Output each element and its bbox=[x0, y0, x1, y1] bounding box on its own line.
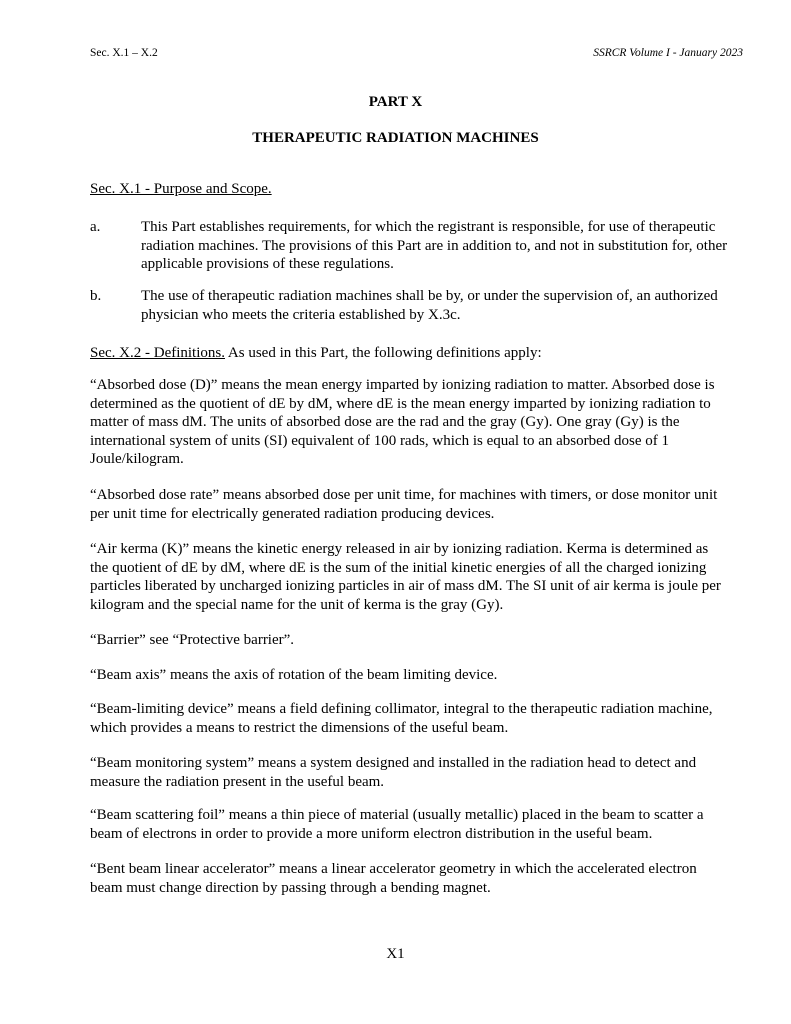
definition-absorbed-dose: “Absorbed dose (D)” means the mean energy imparted by ionizing radiation to matter. Absorbed dose is determined as the quotient of dE by dM, where dE is the mean energy imparted by ionizing radiation to matter of mass dM. The units of absorbed dose are the rad and the gray (Gy). One gray (Gy) is the international system of units (SI) equivalent of 100 rads, which is equal to an absorbed dose of 1 Joule/kilogram. bbox=[90, 377, 715, 467]
definition-air-kerma: “Air kerma (K)” means the kinetic energy released in air by ionizing radiation. Kerma is determined as the quotient of dE by dM, where dE is the sum of the initial kinetic energies of all the charged ionizing particles liberated by uncharged ionizing particles in air of mass dM. The SI unit of air kerma is joule per kilogram and the special name for the unit of kerma is the gray (Gy). bbox=[90, 541, 721, 613]
definition-beam-monitoring-system: “Beam monitoring system” means a system designed and installed in the radiation head to detect and measure the radiation present in the useful beam. bbox=[90, 755, 697, 790]
definition-beam-scattering-foil: “Beam scattering foil” means a thin piece of material (usually metallic) placed in the beam to scatter a beam of electrons in order to provide a more uniform electron distribution in the useful beam. bbox=[90, 807, 704, 842]
section-x1-heading-text: Sec. X.1 - Purpose and Scope. bbox=[90, 181, 272, 197]
part-title: PART X bbox=[368, 94, 423, 110]
list-text: This Part establishes requirements, for which the registrant is responsible, for use of therapeutic radiation machines. The provisions of this Part are in addition to, and not in substitution for, other applicable provisions of these regulations. bbox=[141, 219, 728, 272]
section-x2-heading bbox=[90, 344, 730, 363]
list-text: The use of therapeutic radiation machines shall be by, or under the supervision of, an authorized physician who meets the criteria established by X.3c. bbox=[141, 288, 718, 323]
section-x2-heading-text: Sec. X.2 - Definitions. bbox=[90, 345, 225, 361]
part-subtitle: THERAPEUTIC RADIATION MACHINES bbox=[252, 130, 539, 146]
page-number: X1 bbox=[386, 946, 405, 962]
definition-absorbed-dose-rate: “Absorbed dose rate” means absorbed dose per unit time, for machines with timers, or dose monitor unit per unit time for electrically generated radiation producing devices. bbox=[90, 487, 718, 522]
purpose-item-a bbox=[90, 218, 730, 274]
section-x1-heading bbox=[90, 180, 730, 199]
section-x2-intro: As used in this Part, the following definitions apply: bbox=[224, 345, 542, 361]
definition-barrier: “Barrier” see “Protective barrier”. bbox=[90, 632, 295, 648]
list-letter: b. bbox=[90, 288, 102, 304]
running-header-volume: SSRCR Volume I - January 2023 bbox=[593, 47, 743, 59]
definition-bent-beam-linear-accelerator: “Bent beam linear accelerator” means a linear accelerator geometry in which the accelerated electron beam must change direction by passing through a bending magnet. bbox=[90, 861, 697, 896]
running-header-section: Sec. X.1 – X.2 bbox=[90, 47, 158, 59]
definition-beam-axis: “Beam axis” means the axis of rotation of the beam limiting device. bbox=[90, 667, 498, 683]
purpose-item-b bbox=[90, 287, 730, 324]
list-letter: a. bbox=[90, 219, 101, 235]
definition-beam-limiting-device: “Beam-limiting device” means a field defining collimator, integral to the therapeutic radiation machine, which provides a means to restrict the dimensions of the useful beam. bbox=[90, 701, 713, 736]
